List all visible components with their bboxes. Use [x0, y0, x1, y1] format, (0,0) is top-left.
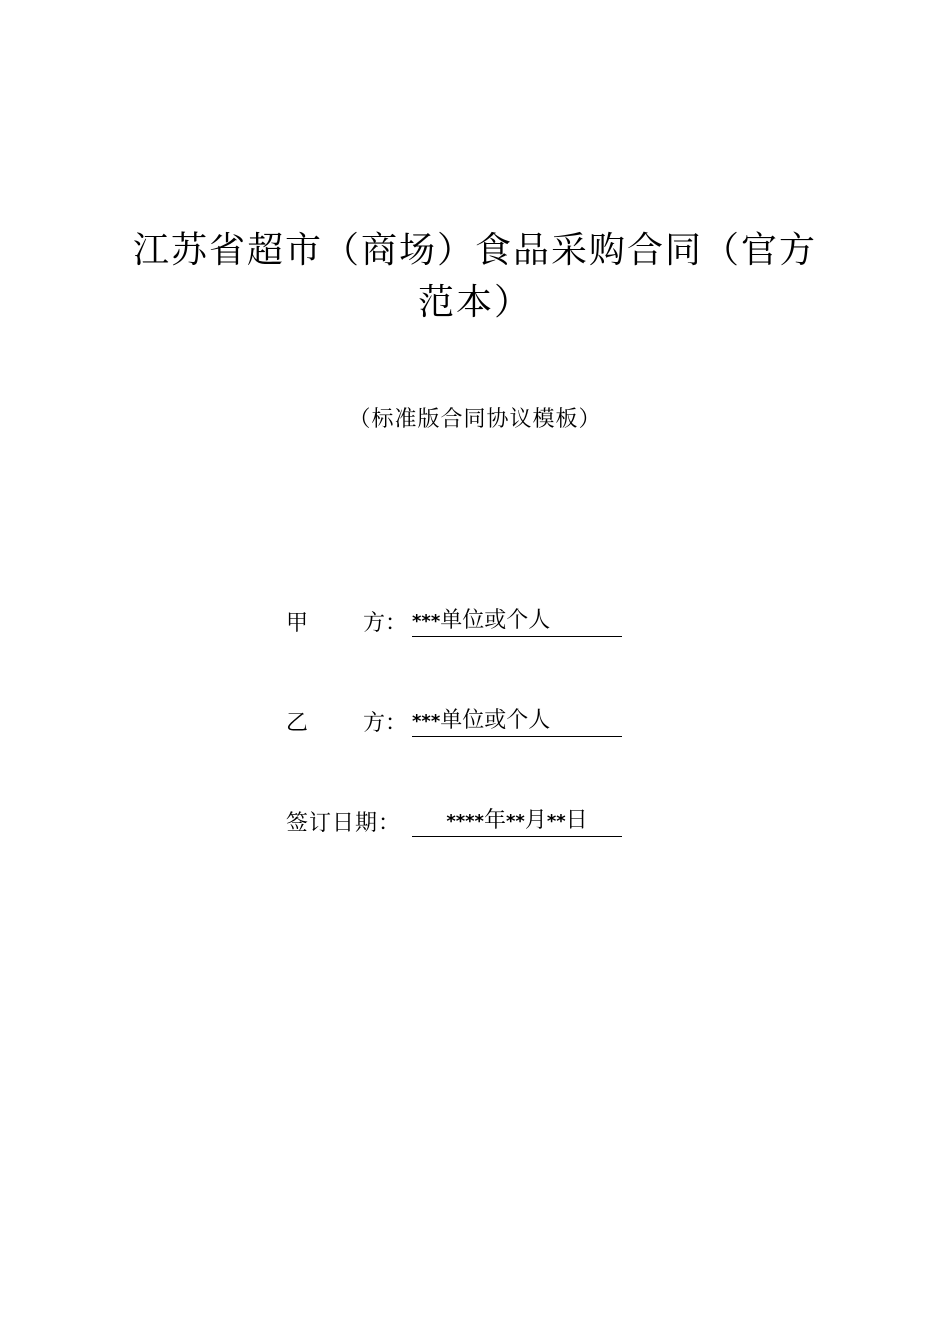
party-a-label-suffix: 方：: [363, 611, 408, 636]
party-b-label-suffix: 方：: [363, 711, 408, 736]
party-b-value: [412, 703, 622, 737]
party-a-label-char: 甲: [286, 611, 309, 636]
party-b-label: [286, 706, 412, 737]
party-b-value-text: 单位或个人: [440, 708, 551, 733]
party-b-label-char: 乙: [286, 711, 309, 736]
sign-date-year-stars: ****: [446, 811, 484, 832]
sign-date-value: [412, 803, 622, 837]
party-a-value-stars: ***: [412, 611, 441, 632]
sign-date-month-stars: **: [505, 811, 525, 832]
party-a-value: [412, 603, 622, 637]
party-a-value-text: 单位或个人: [440, 608, 551, 633]
party-a-label: [286, 606, 412, 637]
party-b-value-stars: ***: [412, 711, 441, 732]
sign-date-day-stars: **: [546, 811, 566, 832]
sign-date-label: 签订日期：: [286, 811, 402, 836]
document-title-line2: 范本）: [417, 282, 532, 323]
document-title-line1: 江苏省超市（商场）食品采购合同（官方: [132, 230, 817, 271]
sign-date-month-unit: 月: [524, 808, 547, 833]
sign-date-day-unit: 日: [565, 808, 588, 833]
party-a-row: [286, 603, 622, 637]
sign-date-year-unit: 年: [483, 808, 506, 833]
party-b-row: [286, 703, 622, 737]
sign-date-row: [286, 803, 622, 837]
document-subtitle: （标准版合同协议模板）: [348, 407, 602, 432]
